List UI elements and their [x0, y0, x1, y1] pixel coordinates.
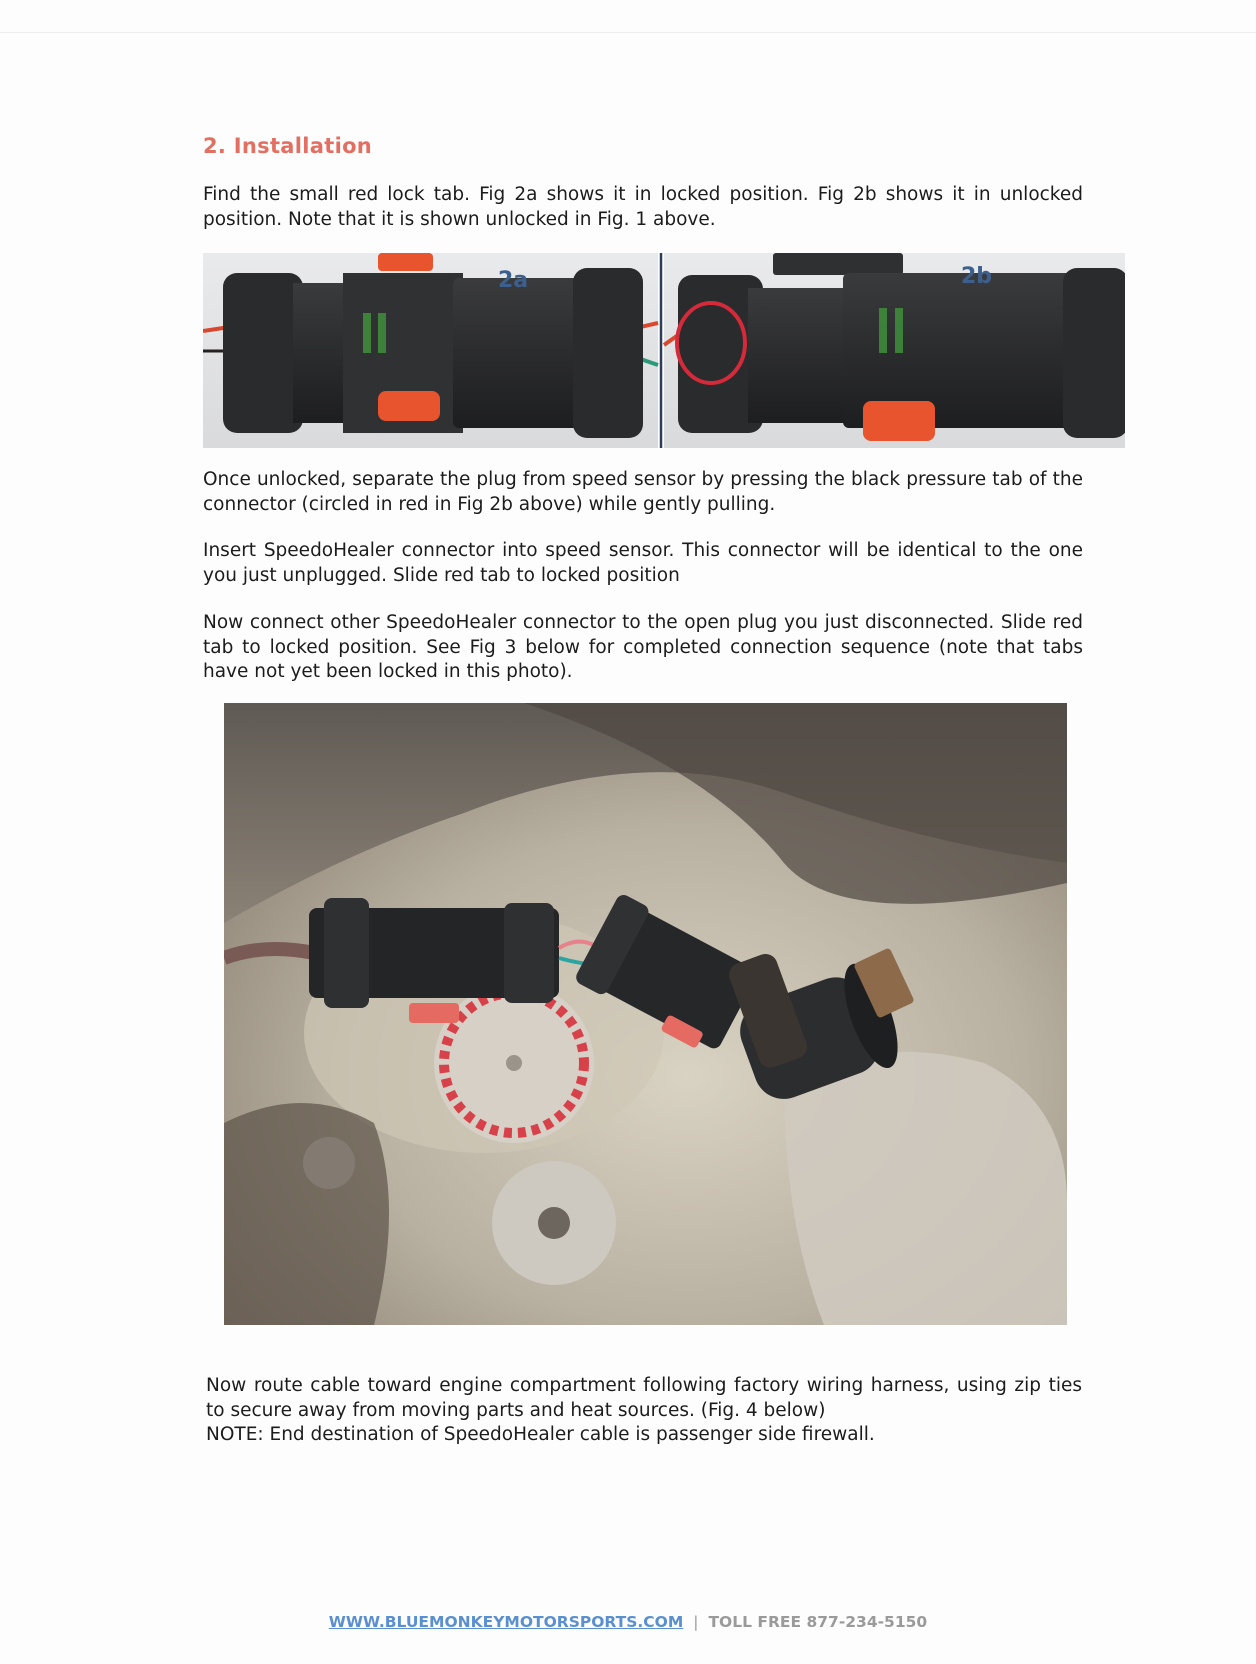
figure-2b-photo — [664, 253, 1125, 448]
figure-3-installation-photo — [224, 703, 1067, 1325]
paragraph-route-cable — [206, 1374, 1082, 1448]
top-rule — [0, 32, 1256, 33]
footer-separator: | — [693, 1613, 699, 1631]
section-heading: 2. Installation — [203, 134, 373, 158]
paragraph-unplug: Once unlocked, separate the plug from speed sensor by pressing the black pressure tab of the connector (circled in red in Fig 2b above) while gently pulling. — [203, 469, 1083, 515]
lock-tab-top — [378, 253, 433, 271]
toll-free-number: TOLL FREE 877-234-5150 — [708, 1613, 928, 1631]
figure-2b-label: 2b — [961, 264, 993, 289]
figure-2a-photo — [203, 253, 658, 448]
website-link[interactable]: WWW.BLUEMONKEYMOTORSPORTS.COM — [328, 1613, 684, 1631]
paragraph-connect-other: Now connect other SpeedoHealer connector to the open plug you just disconnected. Slide red tab to locked position. See Fig 3 below for completed connection sequence (note that tabs have not yet been locked in this photo). — [203, 612, 1083, 682]
paragraph-insert-connector: Insert SpeedoHealer connector into speed sensor. This connector will be identical to the one you just unplugged. Slide red tab to locked position — [203, 540, 1083, 586]
lock-tab-bottom — [378, 391, 440, 421]
paragraph-lock-tab: Find the small red lock tab. Fig 2a shows it in locked position. Fig 2b shows it in unlocked position. Note that it is shown unlocked in Fig. 1 above. — [203, 184, 1083, 230]
lock-tab-unlocked — [863, 401, 935, 441]
note-text: NOTE: End destination of SpeedoHealer cable is passenger side firewall. — [206, 1424, 875, 1445]
figure-2-connector-photos — [203, 253, 1125, 448]
figure-2a-label: 2a — [498, 268, 529, 293]
route-cable-text: Now route cable toward engine compartment following factory wiring harness, using zip ties to secure away from moving parts and heat sources. (Fig. 4 below) — [206, 1375, 1082, 1421]
footer — [0, 1613, 1256, 1631]
